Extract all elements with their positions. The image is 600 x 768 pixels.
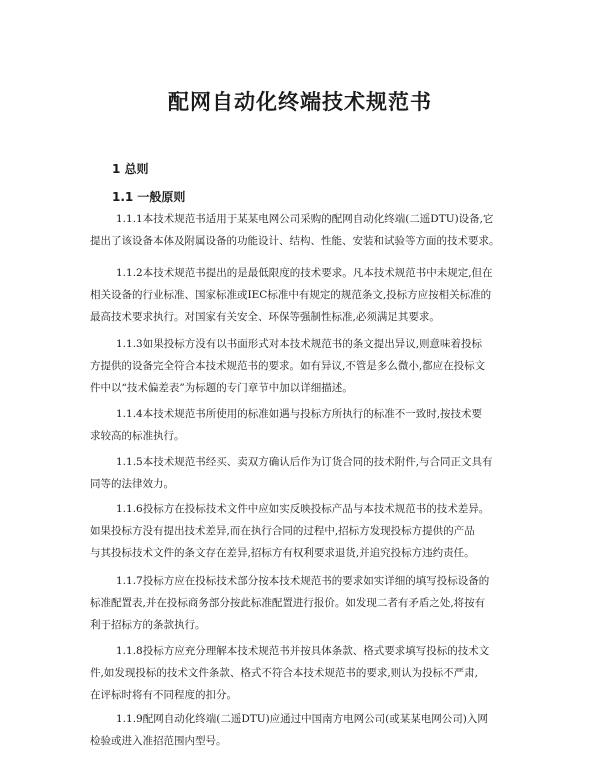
paragraph-line: 提出了该设备本体及附属设备的功能设计、结构、性能、安装和试验等方面的技术要求。 bbox=[90, 235, 500, 247]
paragraph-1-1-4 bbox=[90, 403, 520, 447]
paragraph-line: 1.1.2本技术规范书提出的是最低限度的技术要求。凡本技术规范书中未规定,但在 bbox=[116, 267, 493, 279]
paragraph-line: 标准配置表,并在投标商务部分按此标准配置进行报价。如发现二者有矛盾之处,将按有 bbox=[90, 597, 486, 609]
paragraph-line: 件,如发现投标的技术文件条款、格式不符合本技术规范书的要求,则认为投标不严肃, bbox=[90, 667, 479, 679]
subsection-heading: 1.1 一般原则 bbox=[112, 190, 186, 204]
paragraph-1-1-3 bbox=[90, 333, 520, 399]
paragraph-line: 在评标时将有不同程度的扣分。 bbox=[90, 689, 237, 701]
paragraph-line: 1.1.6投标方在投标技术文件中应如实反映投标产品与本技术规范书的技术差异。 bbox=[116, 503, 490, 515]
paragraph-line: 相关设备的行业标准、国家标准或IEC标准中有规定的规范条文,投标方应按相关标准的 bbox=[90, 289, 492, 301]
paragraph-line: 1.1.5本技术规范书经买、卖双方确认后作为订货合同的技术附件,与合同正文具有 bbox=[116, 456, 493, 468]
paragraph-line: 利于招标方的条款执行。 bbox=[90, 619, 206, 631]
paragraph-line: 同等的法律效力。 bbox=[90, 478, 174, 490]
paragraph-line: 检验或进入准招范围内型号。 bbox=[90, 735, 227, 747]
paragraph-line: 1.1.3如果投标方没有以书面形式对本技术规范书的条文提出异议,则意味着投标 bbox=[116, 338, 483, 350]
paragraph-line: 求较高的标准执行。 bbox=[90, 430, 185, 442]
paragraph-1-1-6 bbox=[90, 498, 520, 564]
paragraph-line: 1.1.8投标方应充分理解本技术规范书并按具体条款、格式要求填写投标的技术文 bbox=[116, 645, 490, 657]
paragraph-1-1-9 bbox=[90, 708, 520, 752]
paragraph-line: 1.1.4本技术规范书所使用的标准如遇与投标方所执行的标准不一致时,按技术要 bbox=[116, 408, 483, 420]
paragraph-1-1-7 bbox=[90, 570, 520, 636]
document-title: 配网自动化终端技术规范书 bbox=[168, 90, 432, 114]
paragraph-line: 件中以“技术偏差表”为标题的专门章节中加以详细描述。 bbox=[90, 382, 353, 394]
paragraph-line: 1.1.1本技术规范书适用于某某电网公司采购的配网自动化终端(二遥DTU)设备,它 bbox=[116, 213, 494, 225]
paragraph-line: 1.1.7投标方应在投标技术部分按本技术规范书的要求如实详细的填写投标设备的 bbox=[116, 575, 490, 587]
paragraph-line: 1.1.9配网自动化终端(二遥DTU)应通过中国南方电网公司(或某某电网公司)入网 bbox=[116, 713, 488, 725]
paragraph-line: 方提供的设备完全符合本技术规范书的要求。如有异议,不管是多么微小,都应在投标文 bbox=[90, 360, 486, 372]
paragraph-1-1-2 bbox=[90, 262, 520, 328]
paragraph-line: 与其投标技术文件的条文存在差异,招标方有权利要求退货,并追究投标方违约责任。 bbox=[90, 547, 475, 559]
paragraph-1-1-8 bbox=[90, 640, 520, 706]
paragraph-1-1-5 bbox=[90, 451, 520, 495]
section-heading: 1 总则 bbox=[112, 162, 149, 176]
paragraph-1-1-1 bbox=[90, 208, 520, 252]
paragraph-line: 如果投标方没有提出技术差异,而在执行合同的过程中,招标方发现投标方提供的产品 bbox=[90, 525, 475, 537]
paragraph-line: 最高技术要求执行。对国家有关安全、环保等强制性标准,必须满足其要求。 bbox=[90, 311, 440, 323]
